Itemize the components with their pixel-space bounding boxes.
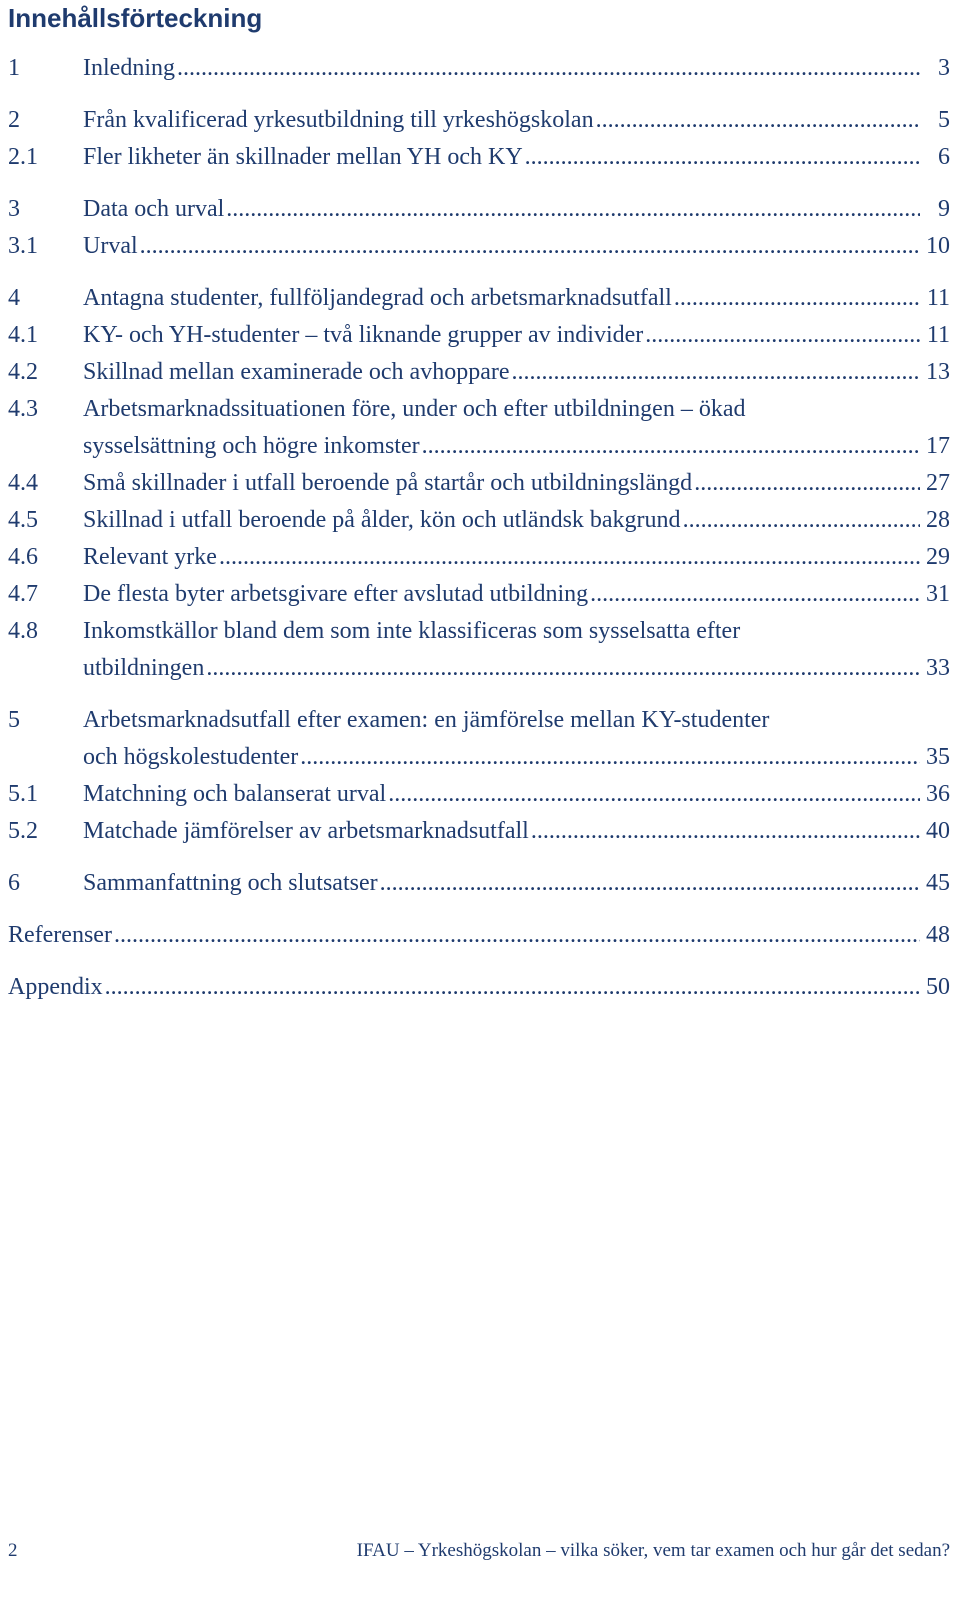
- toc-entry-page: 3: [938, 55, 950, 81]
- toc-dot-leader: [114, 917, 920, 954]
- toc-entry-title: Relevant yrke: [83, 544, 217, 570]
- toc-entry[interactable]: [8, 613, 950, 687]
- toc-dot-leader: [300, 739, 920, 776]
- toc-entry-number: 4.3: [8, 396, 38, 422]
- toc-entry-page: 10: [926, 233, 950, 259]
- toc-dot-leader: [694, 465, 920, 502]
- toc-entry-page: 36: [926, 781, 950, 807]
- toc-entry-title: Inledning: [83, 55, 175, 81]
- toc-entry[interactable]: [8, 917, 950, 954]
- toc-dot-leader: [226, 191, 920, 228]
- toc-entry-page: 31: [926, 581, 950, 607]
- toc-dot-leader: [206, 650, 920, 687]
- toc-dot-leader: [422, 428, 920, 465]
- page-title: Innehållsförteckning: [8, 3, 263, 33]
- toc-dot-leader: [596, 102, 920, 139]
- toc-entry[interactable]: [8, 969, 950, 1006]
- toc-entry-page: 6: [938, 144, 950, 170]
- toc-entry-title: Data och urval: [83, 196, 225, 222]
- toc-entry-page: 29: [926, 544, 950, 570]
- toc-entry-title: utbildningen: [83, 655, 205, 681]
- toc-entry-page: 9: [938, 196, 950, 222]
- toc-entry-title: Arbetsmarknadssituationen före, under och efter utbildningen – ökad: [83, 396, 746, 422]
- toc-entry-title: Inkomstkällor bland dem som inte klassificeras som sysselsatta efter: [83, 618, 741, 644]
- toc-entry-title: Antagna studenter, fullföljandegrad och arbetsmarknadsutfall: [83, 285, 672, 311]
- toc-entry-title: Referenser: [8, 922, 112, 948]
- toc-dot-leader: [219, 539, 920, 576]
- footer-running-title: IFAU – Yrkeshögskolan – vilka söker, vem tar examen och hur går det sedan?: [356, 1540, 950, 1561]
- toc-entry[interactable]: [8, 317, 950, 354]
- toc-entry-page: 11: [926, 285, 950, 311]
- toc-entry-page: 35: [926, 744, 950, 770]
- toc-entry[interactable]: [8, 139, 950, 176]
- toc-dot-leader: [674, 280, 920, 317]
- toc-entry-page: 5: [938, 107, 950, 133]
- toc-entry-title: Sammanfattning och slutsatser: [83, 870, 378, 896]
- toc-entry-title: sysselsättning och högre inkomster: [83, 433, 420, 459]
- table-of-contents: [8, 50, 950, 1006]
- toc-entry[interactable]: [8, 702, 950, 776]
- toc-dot-leader: [388, 776, 920, 813]
- toc-entry-title: Arbetsmarknadsutfall efter examen: en jämförelse mellan KY-studenter: [83, 707, 770, 733]
- toc-dot-leader: [531, 813, 920, 850]
- toc-entry-number: 4.4: [8, 470, 38, 496]
- toc-entry-page: 28: [926, 507, 950, 533]
- toc-entry-title: De flesta byter arbetsgivare efter avslutad utbildning: [83, 581, 589, 607]
- toc-entry-title: Fler likheter än skillnader mellan YH och KY: [83, 144, 523, 170]
- toc-entry[interactable]: [8, 539, 950, 576]
- toc-entry-number: 2: [8, 107, 20, 133]
- toc-entry[interactable]: [8, 576, 950, 613]
- toc-entry-number: 5.1: [8, 781, 38, 807]
- toc-entry-number: 4.1: [8, 322, 38, 348]
- toc-entry-number: 3: [8, 196, 20, 222]
- toc-entry[interactable]: [8, 502, 950, 539]
- toc-entry-page: 48: [926, 922, 950, 948]
- page-footer: [8, 1539, 950, 1563]
- toc-entry-number: 5: [8, 707, 20, 733]
- toc-entry-number: 4: [8, 285, 20, 311]
- toc-entry-number: 2.1: [8, 144, 38, 170]
- toc-entry-number: 4.8: [8, 618, 38, 644]
- toc-entry-number: 6: [8, 870, 20, 896]
- toc-entry-page: 45: [926, 870, 950, 896]
- toc-dot-leader: [683, 502, 920, 539]
- toc-entry-page: 33: [926, 655, 950, 681]
- toc-dot-leader: [525, 139, 920, 176]
- toc-dot-leader: [512, 354, 920, 391]
- toc-entry-number: 1: [8, 55, 20, 81]
- toc-entry[interactable]: [8, 865, 950, 902]
- toc-entry-title: Skillnad mellan examinerade och avhoppare: [83, 359, 510, 385]
- toc-dot-leader: [645, 317, 920, 354]
- toc-entry[interactable]: [8, 391, 950, 465]
- toc-entry[interactable]: [8, 102, 950, 139]
- toc-entry-page: 50: [926, 974, 950, 1000]
- toc-dot-leader: [177, 50, 920, 87]
- toc-entry[interactable]: [8, 776, 950, 813]
- toc-entry-number: 4.2: [8, 359, 38, 385]
- toc-dot-leader: [590, 576, 920, 613]
- toc-dot-leader: [140, 228, 920, 265]
- toc-entry-title: Appendix: [8, 974, 103, 1000]
- toc-entry-page: 17: [926, 433, 950, 459]
- toc-entry-number: 4.5: [8, 507, 38, 533]
- toc-entry[interactable]: [8, 813, 950, 850]
- footer-page-number: 2: [8, 1540, 18, 1561]
- toc-entry-title: Skillnad i utfall beroende på ålder, kön och utländsk bakgrund: [83, 507, 681, 533]
- toc-entry-number: 3.1: [8, 233, 38, 259]
- toc-entry-title: Små skillnader i utfall beroende på startår och utbildningslängd: [83, 470, 693, 496]
- toc-entry-title: Matchning och balanserat urval: [83, 781, 387, 807]
- toc-entry-page: 27: [926, 470, 950, 496]
- toc-entry-page: 13: [926, 359, 950, 385]
- toc-entry[interactable]: [8, 465, 950, 502]
- toc-entry-number: 4.7: [8, 581, 38, 607]
- toc-entry-number: 5.2: [8, 818, 38, 844]
- toc-entry-page: 11: [926, 322, 950, 348]
- toc-entry-page: 40: [926, 818, 950, 844]
- toc-entry-title: Matchade jämförelser av arbetsmarknadsutfall: [83, 818, 529, 844]
- toc-entry[interactable]: [8, 280, 950, 317]
- toc-entry[interactable]: [8, 354, 950, 391]
- toc-entry-title: KY- och YH-studenter – två liknande grupper av individer: [83, 322, 644, 348]
- toc-entry-title: Från kvalificerad yrkesutbildning till yrkeshögskolan: [83, 107, 594, 133]
- toc-entry[interactable]: [8, 50, 950, 87]
- toc-entry[interactable]: [8, 191, 950, 228]
- toc-entry-title: och högskolestudenter: [83, 744, 299, 770]
- toc-dot-leader: [380, 865, 920, 902]
- toc-entry-title: Urval: [83, 233, 138, 259]
- toc-entry-number: 4.6: [8, 544, 38, 570]
- toc-dot-leader: [105, 969, 920, 1006]
- toc-entry[interactable]: [8, 228, 950, 265]
